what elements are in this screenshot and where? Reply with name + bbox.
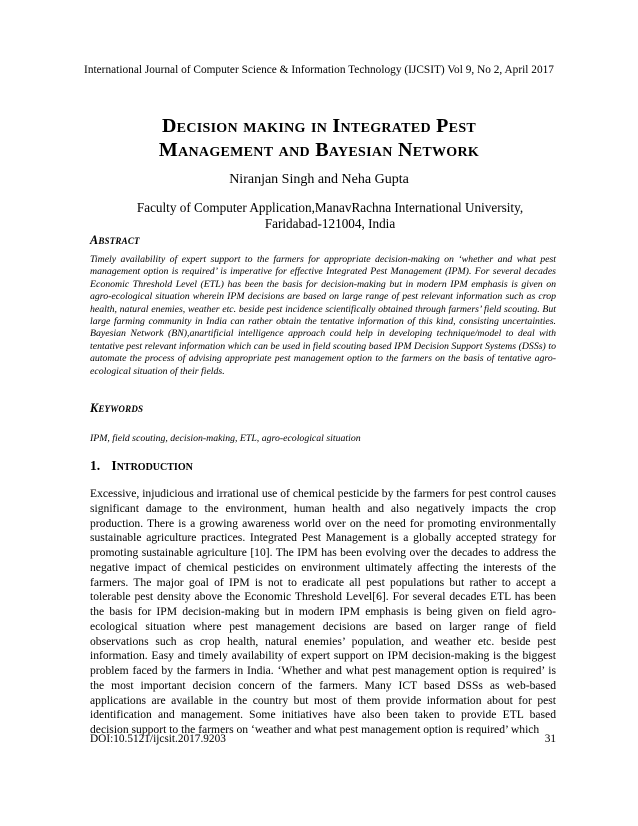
- paper-title: [60, 114, 578, 162]
- introduction-heading: [90, 458, 193, 474]
- journal-header: International Journal of Computer Science & Information Technology (IJCSIT) Vol 9, No 2, April 2017: [84, 64, 554, 76]
- page-footer: [90, 733, 556, 745]
- affiliation-line-2: Faridabad-121004, India: [264, 215, 396, 231]
- introduction-text: Excessive, injudicious and irrational use of chemical pesticide by the farmers for pest control causes significant damage to the environment, human health and also negatively impacts the crop production. There is a growing awareness world over on the need for promoting environmentally sustainable agriculture practices. Integrated Pest Management is a globally accepted strategy for promoting sustainable agriculture [10]. The IPM has been evolving over the decades to address the negative impact of chemical pesticides on environment ultimately affecting the interests of the farmers. The major goal of IPM is not to eradicate all pest populations but rather to accept a tolerable pest density above the Economic Threshold Level[6]. For several decades ETL has been the basis for IPM decision-making but in modern IPM emphasis is being given on field agro-ecological situation where pest management decisions are based on larger range of field observations such as crop health, natural enemies’ population, and weather etc. beside pest information. Easy and timely availability of expert support on IPM decision-making is the biggest problem faced by the farmers in India. ‘Whether and what pest management option is required’ is the most important decision concern of the farmers. Many ICT based DSSs as web-based applications are available in the country but most of them provide information about for pest identification and management. Some initiatives have also been taken to provide ETL based decision support to the farmers on ‘weather and what pest management option is required’ which: [90, 487, 556, 736]
- abstract-text: Timely availability of expert support to the farmers for appropriate decision-making on ‘whether and what pest management option is required’ is imperative for effective Integrated Pest Management (IPM). For several decades Economic Threshold Level (ETL) has been the basis for decision-making but in modern IPM emphasis is given on agro-ecological situation wherein IPM decisions are based on large range of pest relevant information such as crop health, natural enemies, weather etc. beside pest incidence scientifically obtained through farmers’ field scouting. But large farming community in India can rather obtain the tentative information of this kind, consisting uncertainties. Bayesian Network (BN),anartificial intelligence approach could help in developing technique/model to deal with tentative pest relevant information which can be used in field scouting based IPM Decision Support Systems (DSSs) to automate the process of advising appropriate pest management option to the farmers on the basis of tentative agro-ecological situation of their fields.: [90, 254, 556, 377]
- abstract-heading: Abstract: [90, 233, 140, 247]
- keywords-text: IPM, field scouting, decision-making, ETL, agro-ecological situation: [90, 433, 361, 444]
- section-title: Introduction: [111, 458, 193, 473]
- affiliation: [120, 200, 540, 231]
- doi: DOI:10.5121/ijcsit.2017.9203: [90, 733, 226, 745]
- paper-title-line-1: Decision making in Integrated Pest: [161, 115, 477, 137]
- section-number: 1.: [90, 458, 101, 473]
- page-number: 31: [544, 733, 556, 745]
- keywords-heading: Keywords: [90, 401, 144, 415]
- authors: Niranjan Singh and Neha Gupta: [229, 172, 409, 187]
- affiliation-line-1: Faculty of Computer Application,ManavRachna International University,: [136, 200, 524, 215]
- paper-title-line-2: Management and Bayesian Network: [158, 139, 480, 161]
